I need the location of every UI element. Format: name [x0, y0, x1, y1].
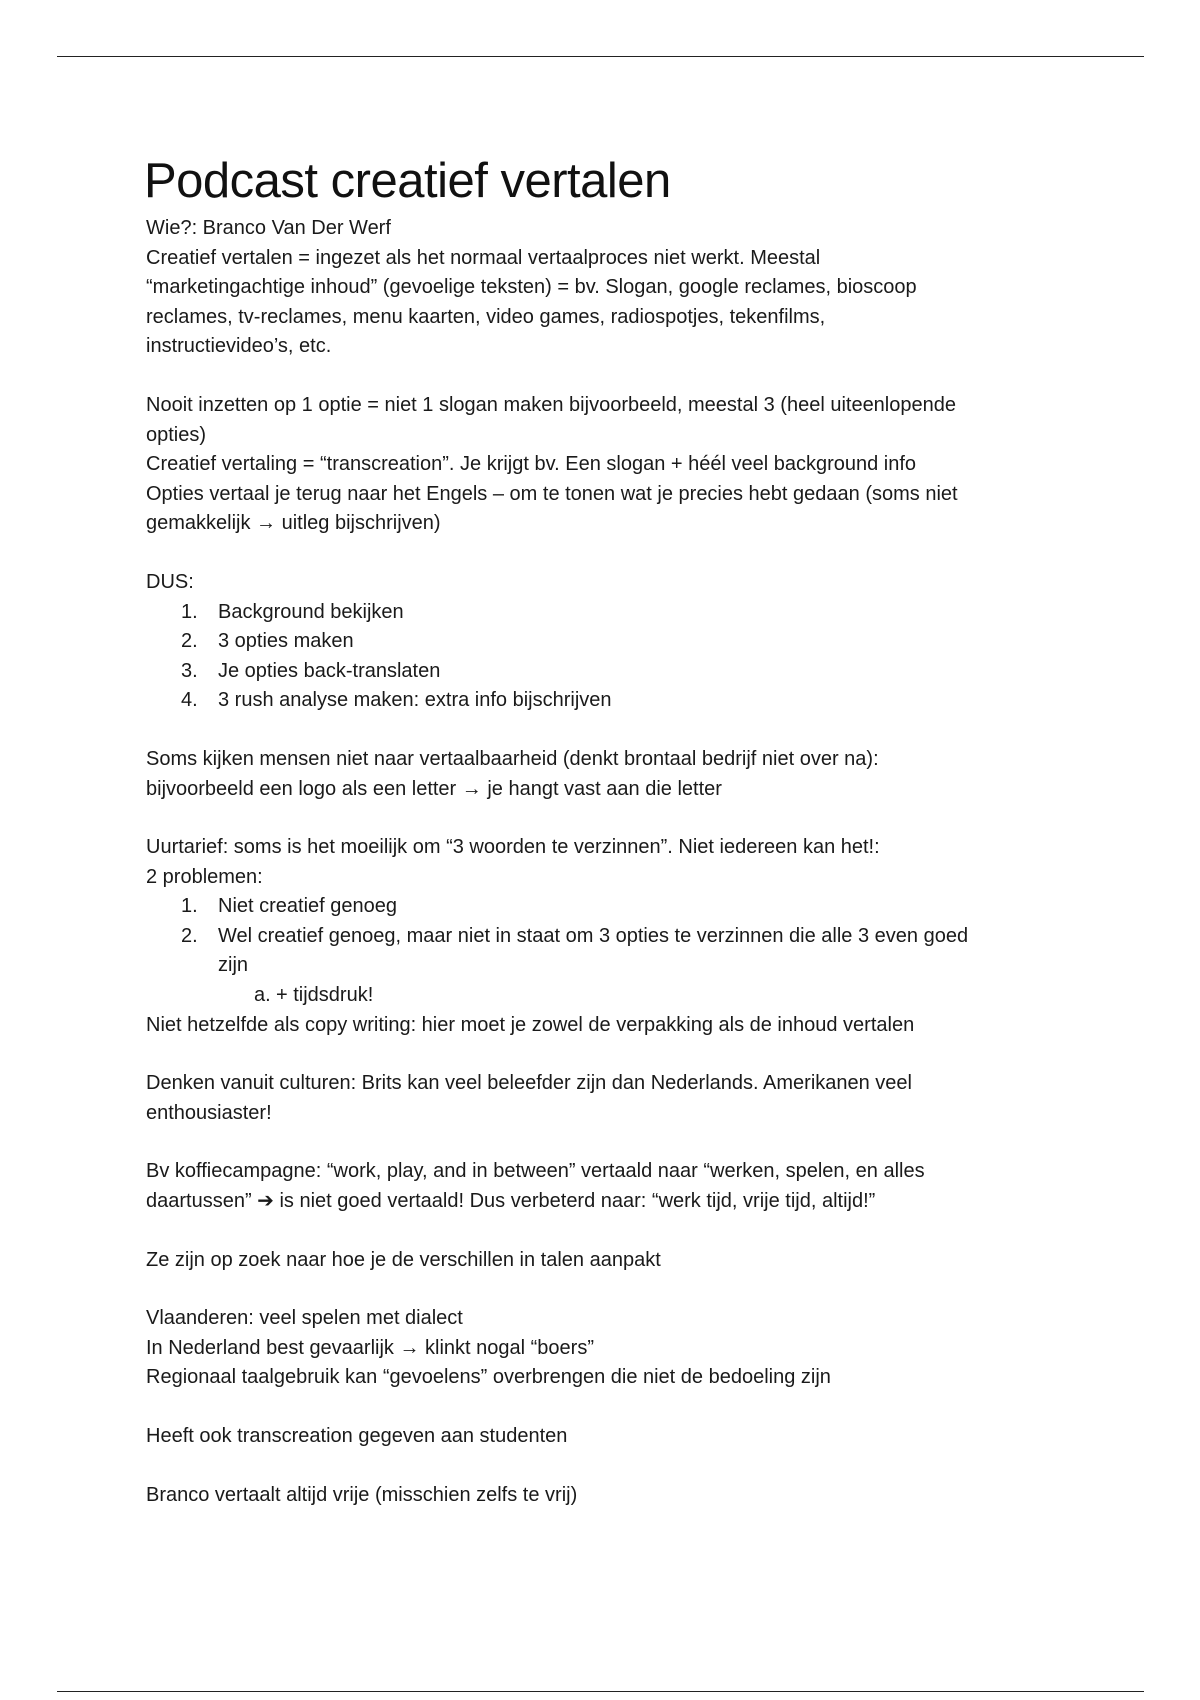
page-title: Podcast creatief vertalen: [144, 154, 671, 208]
dialect-paragraph: [146, 1304, 1076, 1393]
list-item: a. + tijdsdruk!: [254, 984, 374, 1007]
students-paragraph: [146, 1422, 1076, 1452]
list-item: 4. 3 rush analyse maken: extra info bijschrijven: [181, 689, 612, 712]
languages-paragraph: [146, 1246, 1076, 1276]
text-line: Nooit inzetten op 1 optie = niet 1 slogan maken bijvoorbeeld, meestal 3 (heel uiteenlopende: [146, 393, 956, 416]
text-line: Soms kijken mensen niet naar vertaalbaarheid (denkt brontaal bedrijf niet over na):: [146, 747, 879, 770]
text-line: Opties vertaal je terug naar het Engels – om te tonen wat je precies hebt gedaan (soms niet: [146, 482, 958, 505]
list-item: 2. 3 opties maken: [181, 630, 354, 653]
problems-list: [146, 892, 1076, 981]
text-line: 2 problemen:: [146, 865, 263, 888]
text-line: reclames, tv-reclames, menu kaarten, video games, radiospotjes, tekenfilms,: [146, 305, 826, 328]
list-item: 1. Niet creatief genoeg: [181, 895, 398, 918]
text-line: Uurtarief: soms is het moeilijk om “3 woorden te verzinnen”. Niet iedereen kan het!:: [146, 836, 880, 859]
text-line: Creatief vertaling = “transcreation”. Je krijgt bv. Een slogan + héél veel background info: [146, 453, 917, 476]
text-line: Vlaanderen: veel spelen met dialect: [146, 1307, 463, 1330]
text-line: Niet hetzelfde als copy writing: hier moet je zowel de verpakking als de inhoud vertalen: [146, 1013, 915, 1036]
text-line: opties): [146, 423, 207, 446]
list-item: 3. Je opties back-translaten: [181, 659, 441, 682]
text-line: Bv koffiecampagne: “work, play, and in between” vertaald naar “werken, spelen, en alles: [146, 1160, 925, 1183]
dus-label: DUS:: [146, 570, 194, 593]
options-paragraph: [146, 391, 1076, 539]
cultures-paragraph: [146, 1069, 1076, 1128]
text-line: Ze zijn op zoek naar hoe je de verschillen in talen aanpakt: [146, 1248, 661, 1271]
intro-paragraph: [146, 214, 1076, 362]
text-line: Denken vanuit culturen: Brits kan veel beleefder zijn dan Nederlands. Amerikanen veel: [146, 1072, 912, 1095]
dus-list: [146, 598, 1076, 716]
rate-section: [146, 833, 1076, 1040]
text-line: gemakkelijk → uitleg bijschrijven): [146, 512, 441, 535]
text-line: Wie?: Branco Van Der Werf: [146, 217, 391, 239]
closing-paragraph: [146, 1481, 1076, 1511]
text-line: instructievideo’s, etc.: [146, 335, 332, 358]
footer-rule: [57, 1691, 1144, 1692]
dus-section: [146, 568, 1076, 716]
text-line: Creatief vertalen = ingezet als het normaal vertaalproces niet werkt. Meestal: [146, 246, 821, 269]
text-line: Heeft ook transcreation gegeven aan studenten: [146, 1425, 568, 1447]
text-line: Branco vertaalt altijd vrije (misschien zelfs te vrij): [146, 1483, 578, 1506]
document-body: [146, 148, 1076, 1510]
header-rule: [57, 56, 1144, 57]
list-item: 1. Background bekijken: [181, 600, 404, 623]
text-line: enthousiaster!: [146, 1101, 272, 1124]
text-line: daartussen” ➔ is niet goed vertaald! Dus verbeterd naar: “werk tijd, vrije tijd, altijd!”: [146, 1190, 876, 1213]
text-line: bijvoorbeeld een logo als een letter → je hangt vast aan die letter: [146, 777, 722, 800]
sub-list: [146, 981, 1076, 1011]
coffee-campaign-paragraph: [146, 1157, 1076, 1216]
list-item: 2. Wel creatief genoeg, maar niet in staat om 3 opties te verzinnen die alle 3 even goed zijn: [181, 924, 969, 977]
text-line: “marketingachtige inhoud” (gevoelige teksten) = bv. Slogan, google reclames, bioscoop: [146, 276, 917, 299]
text-line: In Nederland best gevaarlijk → klinkt nogal “boers”: [146, 1336, 594, 1359]
translatability-paragraph: [146, 745, 1076, 804]
text-line: Regionaal taalgebruik kan “gevoelens” overbrengen die niet de bedoeling zijn: [146, 1366, 831, 1389]
